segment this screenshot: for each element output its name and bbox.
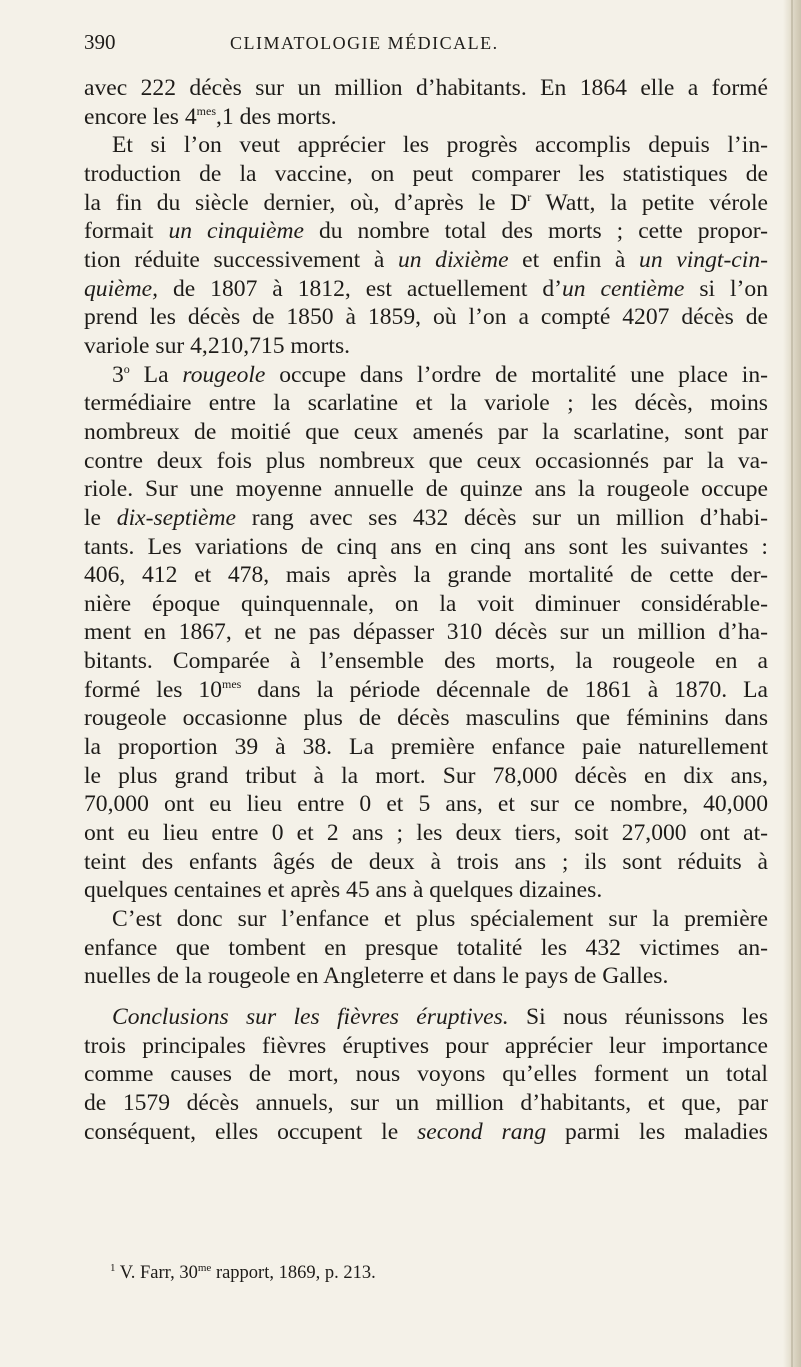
text-span: nombreux de moitié que ceux amenés par la scarlatine, sont par: [84, 418, 768, 445]
footnote-mark: 1: [110, 1261, 116, 1274]
text-span: contre deux fois plus nombreux que ceux occasionnés par la va-: [84, 447, 768, 474]
text-span: ont eu lieu entre 0 et 2 ans ; les deux tiers, soit 27,000 ont at-: [84, 820, 768, 847]
text-line: [84, 361, 768, 390]
footnote-text: V. Farr, 30: [115, 1263, 198, 1283]
text-span: encore les 4: [84, 103, 197, 130]
text-line: [84, 905, 768, 934]
text-line: [84, 1089, 768, 1118]
text-span: parmi les maladies: [546, 1118, 768, 1145]
text-line: [84, 1032, 768, 1061]
text-span: enfance que tombent en presque totalité les 432 victimes an-: [84, 934, 768, 961]
text-span: ,1 des morts.: [216, 103, 337, 130]
paragraph-gap: [84, 991, 768, 1003]
text-line: [84, 275, 768, 304]
italic-span: rougeole: [182, 361, 266, 388]
text-span: Watt, la petite vérole: [531, 189, 768, 216]
superscript: o: [123, 361, 130, 376]
text-line: [84, 389, 768, 418]
body-text: [84, 74, 768, 1146]
text-span: avec 222 décès sur un million d’habitants. En 1864 elle a formé: [84, 75, 768, 101]
text-span: C’est donc sur l’enfance et plus spécialement sur la première: [112, 906, 768, 933]
text-span: conséquent, elles occupent le: [84, 1118, 418, 1145]
text-span: le plus grand tribut à la mort. Sur 78,000 décès en dix ans,: [84, 762, 768, 789]
footnote-text: rapport, 1869, p. 213.: [211, 1263, 376, 1283]
text-line: [84, 418, 768, 447]
text-line: [84, 876, 768, 905]
text-line: [84, 217, 768, 246]
superscript: me: [197, 1261, 212, 1274]
text-line: [84, 189, 768, 218]
text-line: [84, 704, 768, 733]
text-span: Et si l’on veut apprécier les progrès accomplis depuis l’in-: [112, 132, 768, 159]
text-line: [84, 504, 768, 533]
italic-span: dix-septième: [116, 504, 236, 531]
text-span: 3: [112, 361, 124, 388]
text-line: [84, 962, 768, 991]
text-line: [84, 160, 768, 189]
italic-span: quième,: [84, 275, 159, 302]
text-line: [84, 934, 768, 963]
text-span: variole sur 4,210,715 morts.: [84, 332, 351, 359]
text-span: si l’on: [684, 275, 768, 302]
text-span: occupe dans l’ordre de mortalité une place in-: [265, 361, 768, 388]
text-span: ment en 1867, et ne pas dépasser 310 décès sur un million d’ha-: [84, 619, 768, 646]
italic-span: Conclusions sur les fièvres éruptives.: [112, 1004, 509, 1030]
text-span: le: [84, 504, 117, 531]
text-span: du nombre total des morts ; cette propor-: [303, 218, 769, 245]
text-span: dans la période décennale de 1861 à 1870. La: [241, 676, 769, 703]
text-span: de 1807 à 1812, est actuellement d’: [158, 275, 562, 302]
running-title: CLIMATOLOGIE MÉDICALE.: [230, 33, 499, 53]
text-span: Si nous réunissons les: [508, 1004, 769, 1030]
text-line: [84, 74, 768, 103]
text-span: nuelles de la rougeole en Angleterre et dans le pays de Galles.: [84, 963, 669, 990]
text-span: rang avec ses 432 décès sur un million d’habi-: [236, 504, 768, 531]
text-span: termédiaire entre la scarlatine et la variole ; les décès, moins: [84, 390, 768, 417]
text-line: [84, 1003, 768, 1032]
text-span: riole. Sur une moyenne annuelle de quinze ans la rougeole occupe: [84, 476, 768, 503]
text-span: quelques centaines et après 45 ans à quelques dizaines.: [84, 877, 603, 904]
italic-span: un dixième: [397, 246, 509, 273]
text-line: [84, 561, 768, 590]
text-span: formait: [84, 218, 169, 245]
superscript: mes: [222, 676, 242, 691]
page-edge-line: [791, 0, 793, 1367]
text-span: rougeole occasionne plus de décès masculins que féminins dans: [84, 705, 768, 732]
text-span: comme causes de mort, nous voyons qu’elles forment un total: [84, 1061, 768, 1088]
text-span: nière époque quinquennale, on la voit diminuer considérable-: [84, 590, 768, 617]
footnote: [110, 1263, 376, 1284]
text-line: [84, 647, 768, 676]
page-number: 390: [84, 30, 116, 54]
italic-span: second rang: [417, 1118, 547, 1145]
text-line: [84, 447, 768, 476]
text-line: [84, 733, 768, 762]
text-line: [84, 475, 768, 504]
text-line: [84, 533, 768, 562]
text-line: [84, 790, 768, 819]
text-line: [84, 103, 768, 132]
text-span: et enfin à: [508, 246, 640, 273]
text-line: [84, 246, 768, 275]
text-line: [84, 819, 768, 848]
text-line: [84, 1060, 768, 1089]
page-header: [84, 30, 764, 60]
text-span: formé les 10: [84, 676, 223, 703]
text-span: tants. Les variations de cinq ans en cinq ans sont les suivantes :: [84, 533, 768, 560]
text-line: [84, 848, 768, 877]
text-line: [84, 332, 768, 361]
text-span: la proportion 39 à 38. La première enfance paie naturellement: [84, 734, 768, 761]
text-line: [84, 303, 768, 332]
text-span: de 1579 décès annuels, sur un million d’habitants, et que, par: [84, 1089, 768, 1116]
text-line: [84, 131, 768, 160]
text-span: 406, 412 et 478, mais après la grande mortalité de cette der-: [84, 562, 768, 589]
superscript: mes: [196, 103, 217, 118]
italic-span: un centième: [562, 275, 685, 302]
text-span: 70,000 ont eu lieu entre 0 et 5 ans, et sur ce nombre, 40,000: [84, 791, 768, 818]
text-span: la fin du siècle dernier, où, d’après le D: [84, 189, 528, 216]
text-span: prend les décès de 1850 à 1859, où l’on a compté 4207 décès de: [84, 304, 768, 331]
text-span: La: [129, 361, 183, 388]
text-line: [84, 676, 768, 705]
text-line: [84, 618, 768, 647]
text-line: [84, 590, 768, 619]
text-span: trois principales fièvres éruptives pour apprécier leur importance: [84, 1032, 768, 1059]
text-line: [84, 1118, 768, 1147]
superscript: r: [527, 189, 532, 204]
text-span: tion réduite successivement à: [84, 246, 398, 273]
text-line: [84, 762, 768, 791]
italic-span: un vingt-cin-: [639, 246, 768, 273]
italic-span: un cinquième: [168, 218, 304, 245]
text-span: troduction de la vaccine, on peut comparer les statistiques de: [84, 160, 768, 187]
text-span: bitants. Comparée à l’ensemble des morts, la rougeole en a: [84, 648, 768, 675]
text-span: teint des enfants âgés de deux à trois ans ; ils sont réduits à: [84, 848, 768, 875]
